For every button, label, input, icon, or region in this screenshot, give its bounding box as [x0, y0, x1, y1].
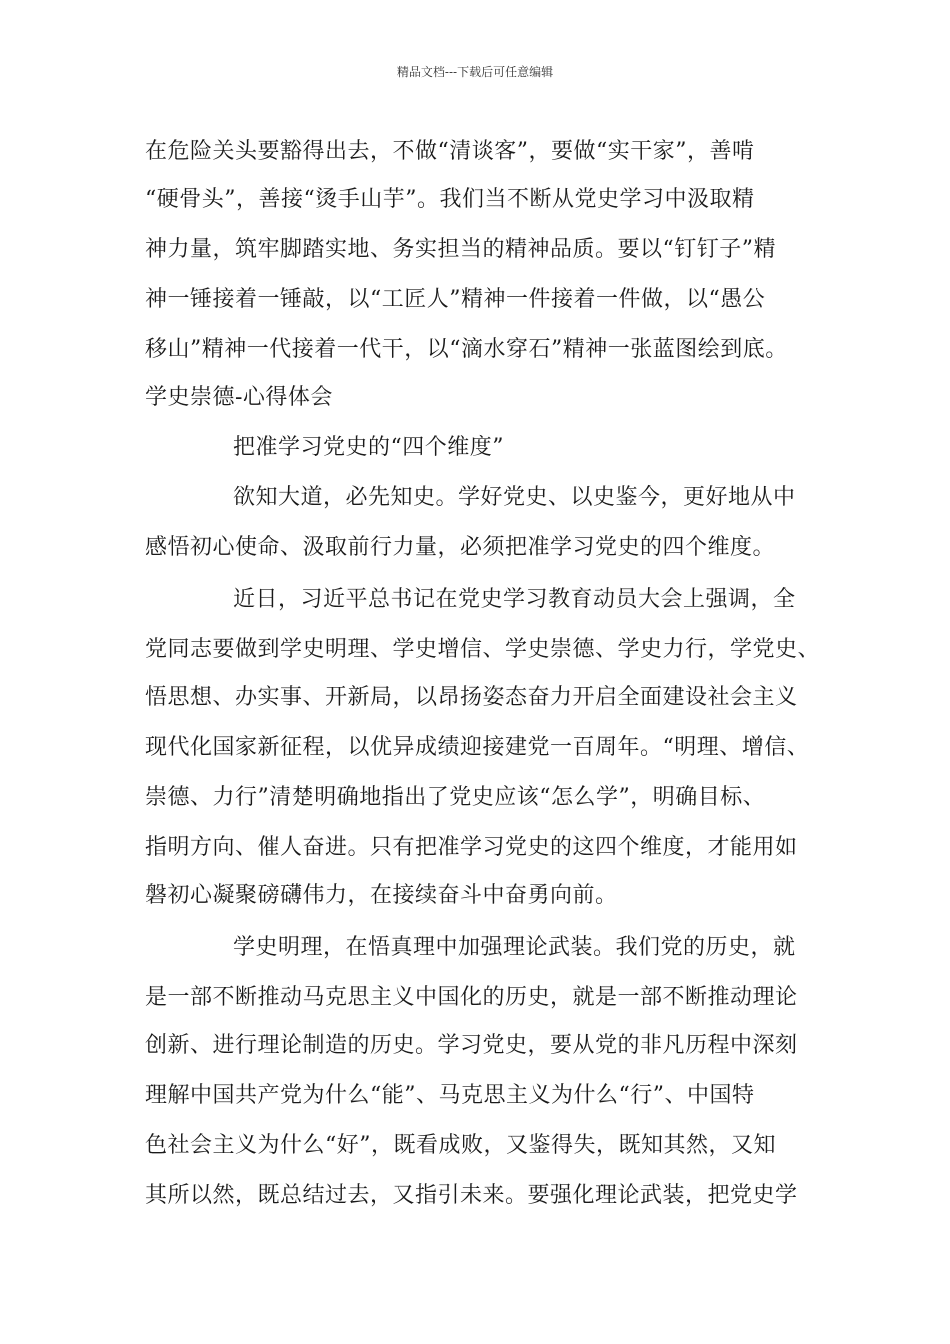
text-line: 理解中国共产党为什么“能”、马克思主义为什么“行”、中国特 — [145, 1083, 755, 1108]
text-line: 磐初心凝聚磅礴伟力，在接续奋斗中奋勇向前。 — [145, 883, 618, 908]
subheading: 把准学习党史的“四个维度” — [233, 435, 504, 460]
text-line: 感悟初心使命、汲取前行力量，必须把准学习党史的四个维度。 — [145, 535, 776, 560]
text-line: 悟思想、办实事、开新局，以昂扬姿态奋力开启全面建设社会主义 — [145, 685, 798, 710]
text-line: 色社会主义为什么“好”，既看成败，又鉴得失，既知其然，又知 — [145, 1133, 776, 1158]
text-line: 在危险关头要豁得出去，不做“清谈客”，要做“实干家”，善啃 — [145, 139, 755, 164]
text-line: 现代化国家新征程，以优异成绩迎接建党一百周年。“明理、增信、 — [145, 735, 810, 760]
text-line: 学史明理，在悟真理中加强理论武装。我们党的历史，就 — [233, 935, 796, 960]
text-line: “硬骨头”，善接“烫手山芋”。我们当不断从党史学习中汲取精 — [145, 187, 755, 212]
page-header: 精品文档---下载后可任意编辑 — [396, 65, 554, 79]
text-line: 指明方向、催人奋进。只有把准学习党史的这四个维度，才能用如 — [145, 835, 798, 860]
text-line: 移山”精神一代接着一代干，以“滴水穿石”精神一张蓝图绘到底。 — [145, 337, 788, 362]
text-line: 其所以然，既总结过去，又指引未来。要强化理论武装，把党史学 — [145, 1183, 798, 1208]
section-title: 学史崇德-心得体会 — [145, 385, 333, 410]
text-line: 崇德、力行”清楚明确地指出了党史应该“怎么学”，明确目标、 — [145, 785, 766, 810]
text-line: 是一部不断推动马克思主义中国化的历史，就是一部不断推动理论 — [145, 985, 798, 1010]
text-line: 创新、进行理论制造的历史。学习党史，要从党的非凡历程中深刻 — [145, 1033, 798, 1058]
text-line: 党同志要做到学史明理、学史增信、学史崇德、学史力行，学党史、 — [145, 637, 821, 662]
text-line: 神一锤接着一锤敲，以“工匠人”精神一件接着一件做，以“愚公 — [145, 287, 766, 312]
text-line: 欲知大道，必先知史。学好党史、以史鉴今，更好地从中 — [233, 485, 796, 510]
text-line: 近日，习近平总书记在党史学习教育动员大会上强调，全 — [233, 587, 796, 612]
text-line: 神力量，筑牢脚踏实地、务实担当的精神品质。要以“钉钉子”精 — [145, 237, 776, 262]
